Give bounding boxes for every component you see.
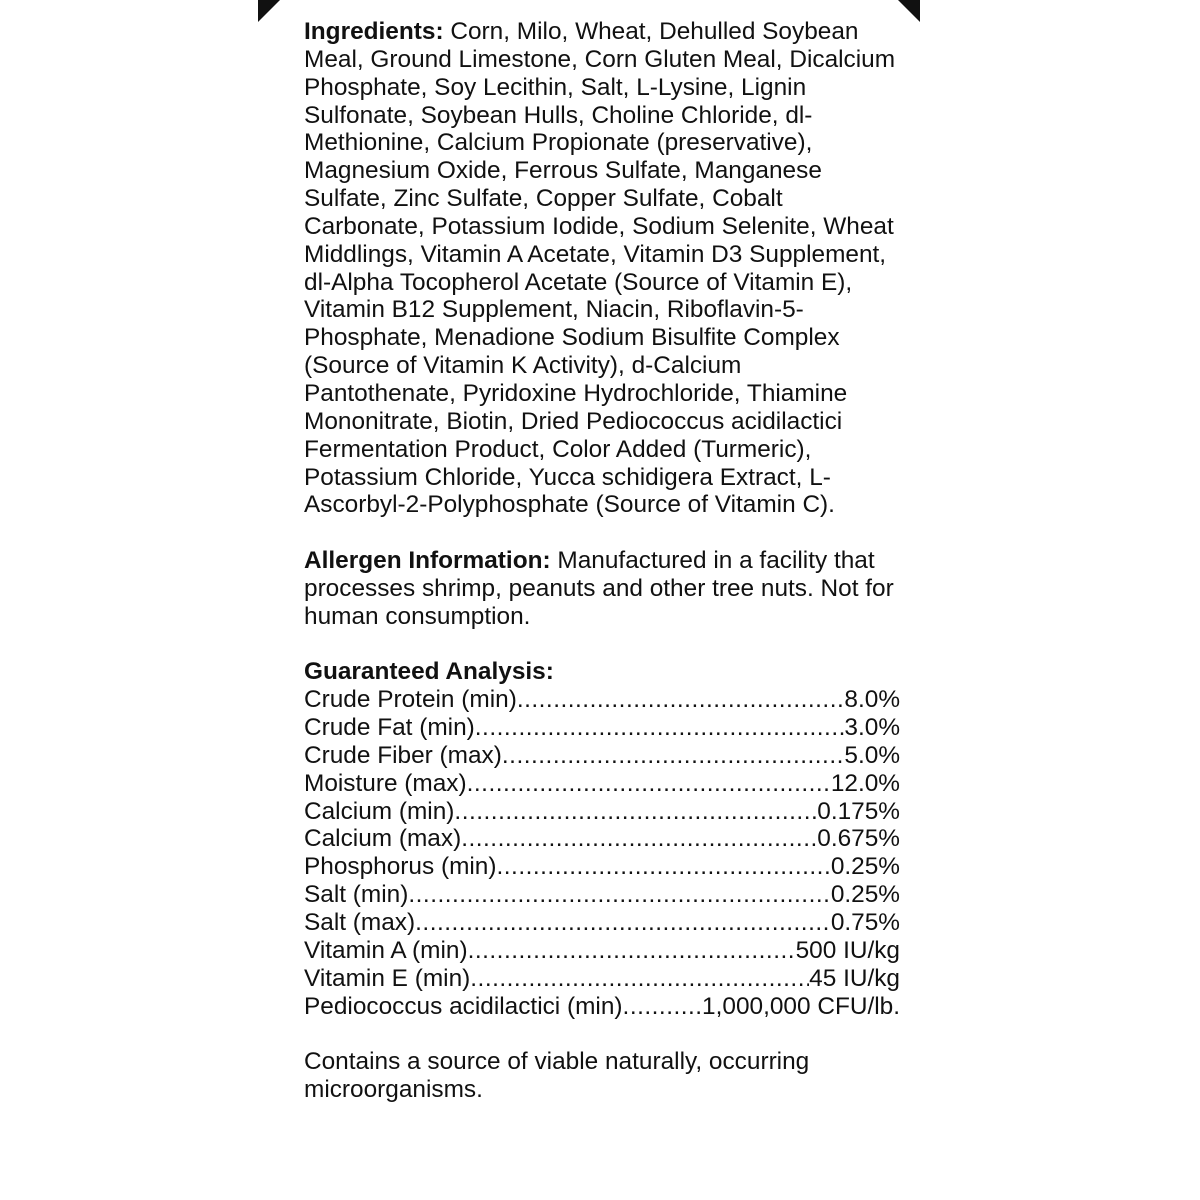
ingredients-section — [304, 18, 900, 519]
analysis-nutrient: Calcium (max) — [304, 825, 462, 853]
analysis-value: 5.0% — [844, 741, 900, 769]
analysis-row — [304, 853, 900, 881]
analysis-value: 0.675% — [817, 825, 900, 853]
analysis-row — [304, 909, 900, 937]
analysis-value: 3.0% — [844, 714, 900, 742]
analysis-nutrient: Vitamin A (min) — [304, 936, 468, 964]
guaranteed-analysis-heading: Guaranteed Analysis: — [304, 658, 554, 686]
analysis-row — [304, 770, 900, 798]
label-corner-right — [898, 0, 920, 22]
analysis-value: 0.175% — [817, 797, 900, 825]
analysis-nutrient: Salt (max) — [304, 909, 416, 936]
footer-note: Contains a source of viable naturally, occurring microorganisms. — [304, 1048, 810, 1104]
analysis-table — [304, 686, 900, 1020]
analysis-nutrient: Moisture (max) — [304, 769, 467, 797]
dot-leader — [467, 770, 831, 798]
analysis-nutrient: Crude Fat (min) — [304, 714, 475, 742]
allergen-text: Manufactured in a facility that processes shrimp, peanuts and other tree nuts. Not for human consumption. — [304, 547, 894, 630]
analysis-value: 500 IU/kg — [795, 936, 900, 964]
analysis-row — [304, 993, 900, 1021]
allergen-heading: Allergen Information: — [304, 547, 551, 575]
dot-leader — [517, 686, 845, 714]
analysis-value: 0.25% — [830, 853, 900, 881]
ingredient-label — [304, 18, 900, 1104]
analysis-row — [304, 965, 900, 993]
guaranteed-analysis-section — [304, 658, 900, 1020]
dot-leader — [623, 993, 703, 1021]
analysis-nutrient: Crude Fiber (max) — [304, 741, 502, 769]
ingredients-heading: Ingredients: — [304, 18, 444, 45]
analysis-value: 8.0% — [844, 686, 900, 714]
analysis-nutrient: Pediococcus acidilactici (min) — [304, 992, 623, 1020]
analysis-value: 12.0% — [830, 769, 900, 797]
analysis-nutrient: Phosphorus (min) — [304, 853, 497, 881]
dot-leader — [497, 853, 831, 881]
dot-leader — [408, 881, 830, 909]
analysis-nutrient: Vitamin E (min) — [304, 964, 471, 992]
dot-leader — [502, 742, 845, 770]
analysis-row — [304, 937, 900, 965]
analysis-value: 1,000,000 CFU/lb. — [702, 992, 900, 1020]
allergen-section — [304, 547, 900, 631]
analysis-row — [304, 798, 900, 826]
label-corner-left — [258, 0, 280, 22]
ingredients-text: Corn, Milo, Wheat, Dehulled Soybean Meal, Ground Limestone, Corn Gluten Meal, Dicalcium Phosphate, Soy Lecithin, Salt, L-Lysine, Lignin Sulfonate, Soybean Hulls, Choline Chloride, dl-Methionine, Calcium Propionate (preservative), Magnesium Oxide, Ferrous Sulfate, Manganese Sulfate, Zinc Sulfate, Copper Sulfate, Cobalt Carbonate, Potassium Iodide, Sodium Selenite, Wheat Middlings, Vitamin A Acetate, Vitamin D3 Supplement, dl-Alpha Tocopherol Acetate (Source of Vitamin E), Vitamin B12 Supplement, Niacin, Riboflavin-5-Phosphate, Menadione Sodium Bisulfite Complex (Source of Vitamin K Activity), d-Calcium Pantothenate, Pyridoxine Hydrochloride, Thiamine Mononitrate, Biotin, Dried Pediococcus acidilactici Fermentation Product, Color Added (Turmeric), Potassium Chloride, Yucca schidigera Extract, L-Ascorbyl-2-Polyphosphate (Source of Vitamin C). — [304, 18, 896, 519]
analysis-value: 45 IU/kg — [809, 964, 900, 992]
analysis-value: 0.75% — [830, 909, 900, 936]
analysis-nutrient: Calcium (min) — [304, 797, 455, 825]
dot-leader — [468, 937, 796, 965]
analysis-value: 0.25% — [830, 881, 900, 909]
analysis-nutrient: Salt (min) — [304, 881, 409, 909]
analysis-row — [304, 742, 900, 770]
analysis-row — [304, 825, 900, 853]
dot-leader — [475, 714, 845, 742]
dot-leader — [415, 909, 831, 937]
dot-leader — [470, 965, 809, 993]
dot-leader — [461, 825, 817, 853]
analysis-row — [304, 881, 900, 909]
analysis-row — [304, 686, 900, 714]
analysis-nutrient: Crude Protein (min) — [304, 686, 517, 714]
dot-leader — [454, 798, 817, 826]
analysis-row — [304, 714, 900, 742]
